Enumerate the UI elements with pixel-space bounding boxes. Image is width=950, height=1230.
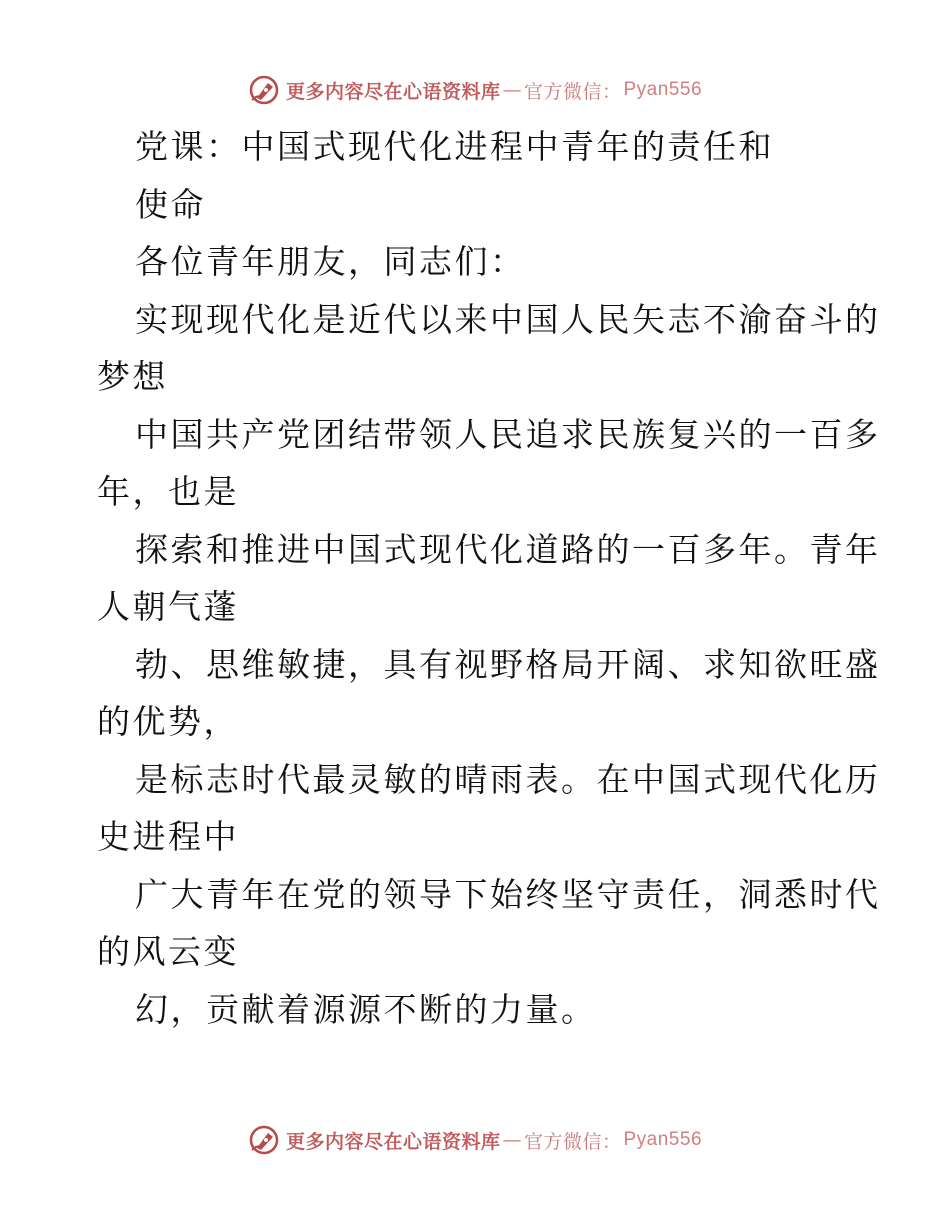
pen-nib-circle-icon	[248, 74, 280, 106]
watermark-site-text: 更多内容尽在心语资料库	[285, 80, 501, 103]
paragraph-line: 探索和推进中国式现代化道路的一百多年。青年	[135, 529, 881, 569]
document-title-line-2: 使命	[135, 184, 206, 224]
salutation: 各位青年朋友，同志们：	[135, 242, 526, 281]
watermark-account-id: Pyan556	[623, 1129, 703, 1150]
watermark-official-label: 官方微信：	[523, 1130, 622, 1153]
footer-watermark	[0, 1120, 950, 1160]
paragraph-line: 是标志时代最灵敏的晴雨表。在中国式现代化历	[135, 759, 881, 799]
watermark-separator: —	[502, 1129, 522, 1151]
paragraph-line: 的优势，	[97, 702, 239, 741]
header-watermark	[0, 70, 950, 110]
watermark-official-label: 官方微信：	[523, 80, 622, 103]
paragraph-line: 广大青年在党的领导下始终坚守责任，洞悉时代	[135, 874, 881, 914]
paragraph-line: 年，也是	[97, 472, 239, 511]
document-body	[97, 118, 881, 1038]
paragraph-line: 人朝气蓬	[97, 587, 239, 626]
paragraph-line: 的风云变	[97, 932, 239, 971]
paragraph-line: 梦想	[97, 357, 168, 396]
paragraph-line: 实现现代化是近代以来中国人民矢志不渝奋斗的	[135, 299, 881, 339]
paragraph-line: 幻，贡献着源源不断的力量。	[135, 989, 597, 1029]
paragraph-line: 史进程中	[97, 817, 239, 856]
watermark-account-id: Pyan556	[623, 79, 703, 100]
watermark-separator: —	[502, 79, 522, 101]
pen-nib-circle-icon	[248, 1124, 280, 1156]
watermark-site-text: 更多内容尽在心语资料库	[285, 1130, 501, 1153]
paragraph-line: 勃、思维敏捷，具有视野格局开阔、求知欲旺盛	[135, 644, 881, 684]
document-title-line-1: 党课：中国式现代化进程中青年的责任和	[135, 127, 774, 166]
paragraph-line: 中国共产党团结带领人民追求民族复兴的一百多	[135, 414, 881, 454]
